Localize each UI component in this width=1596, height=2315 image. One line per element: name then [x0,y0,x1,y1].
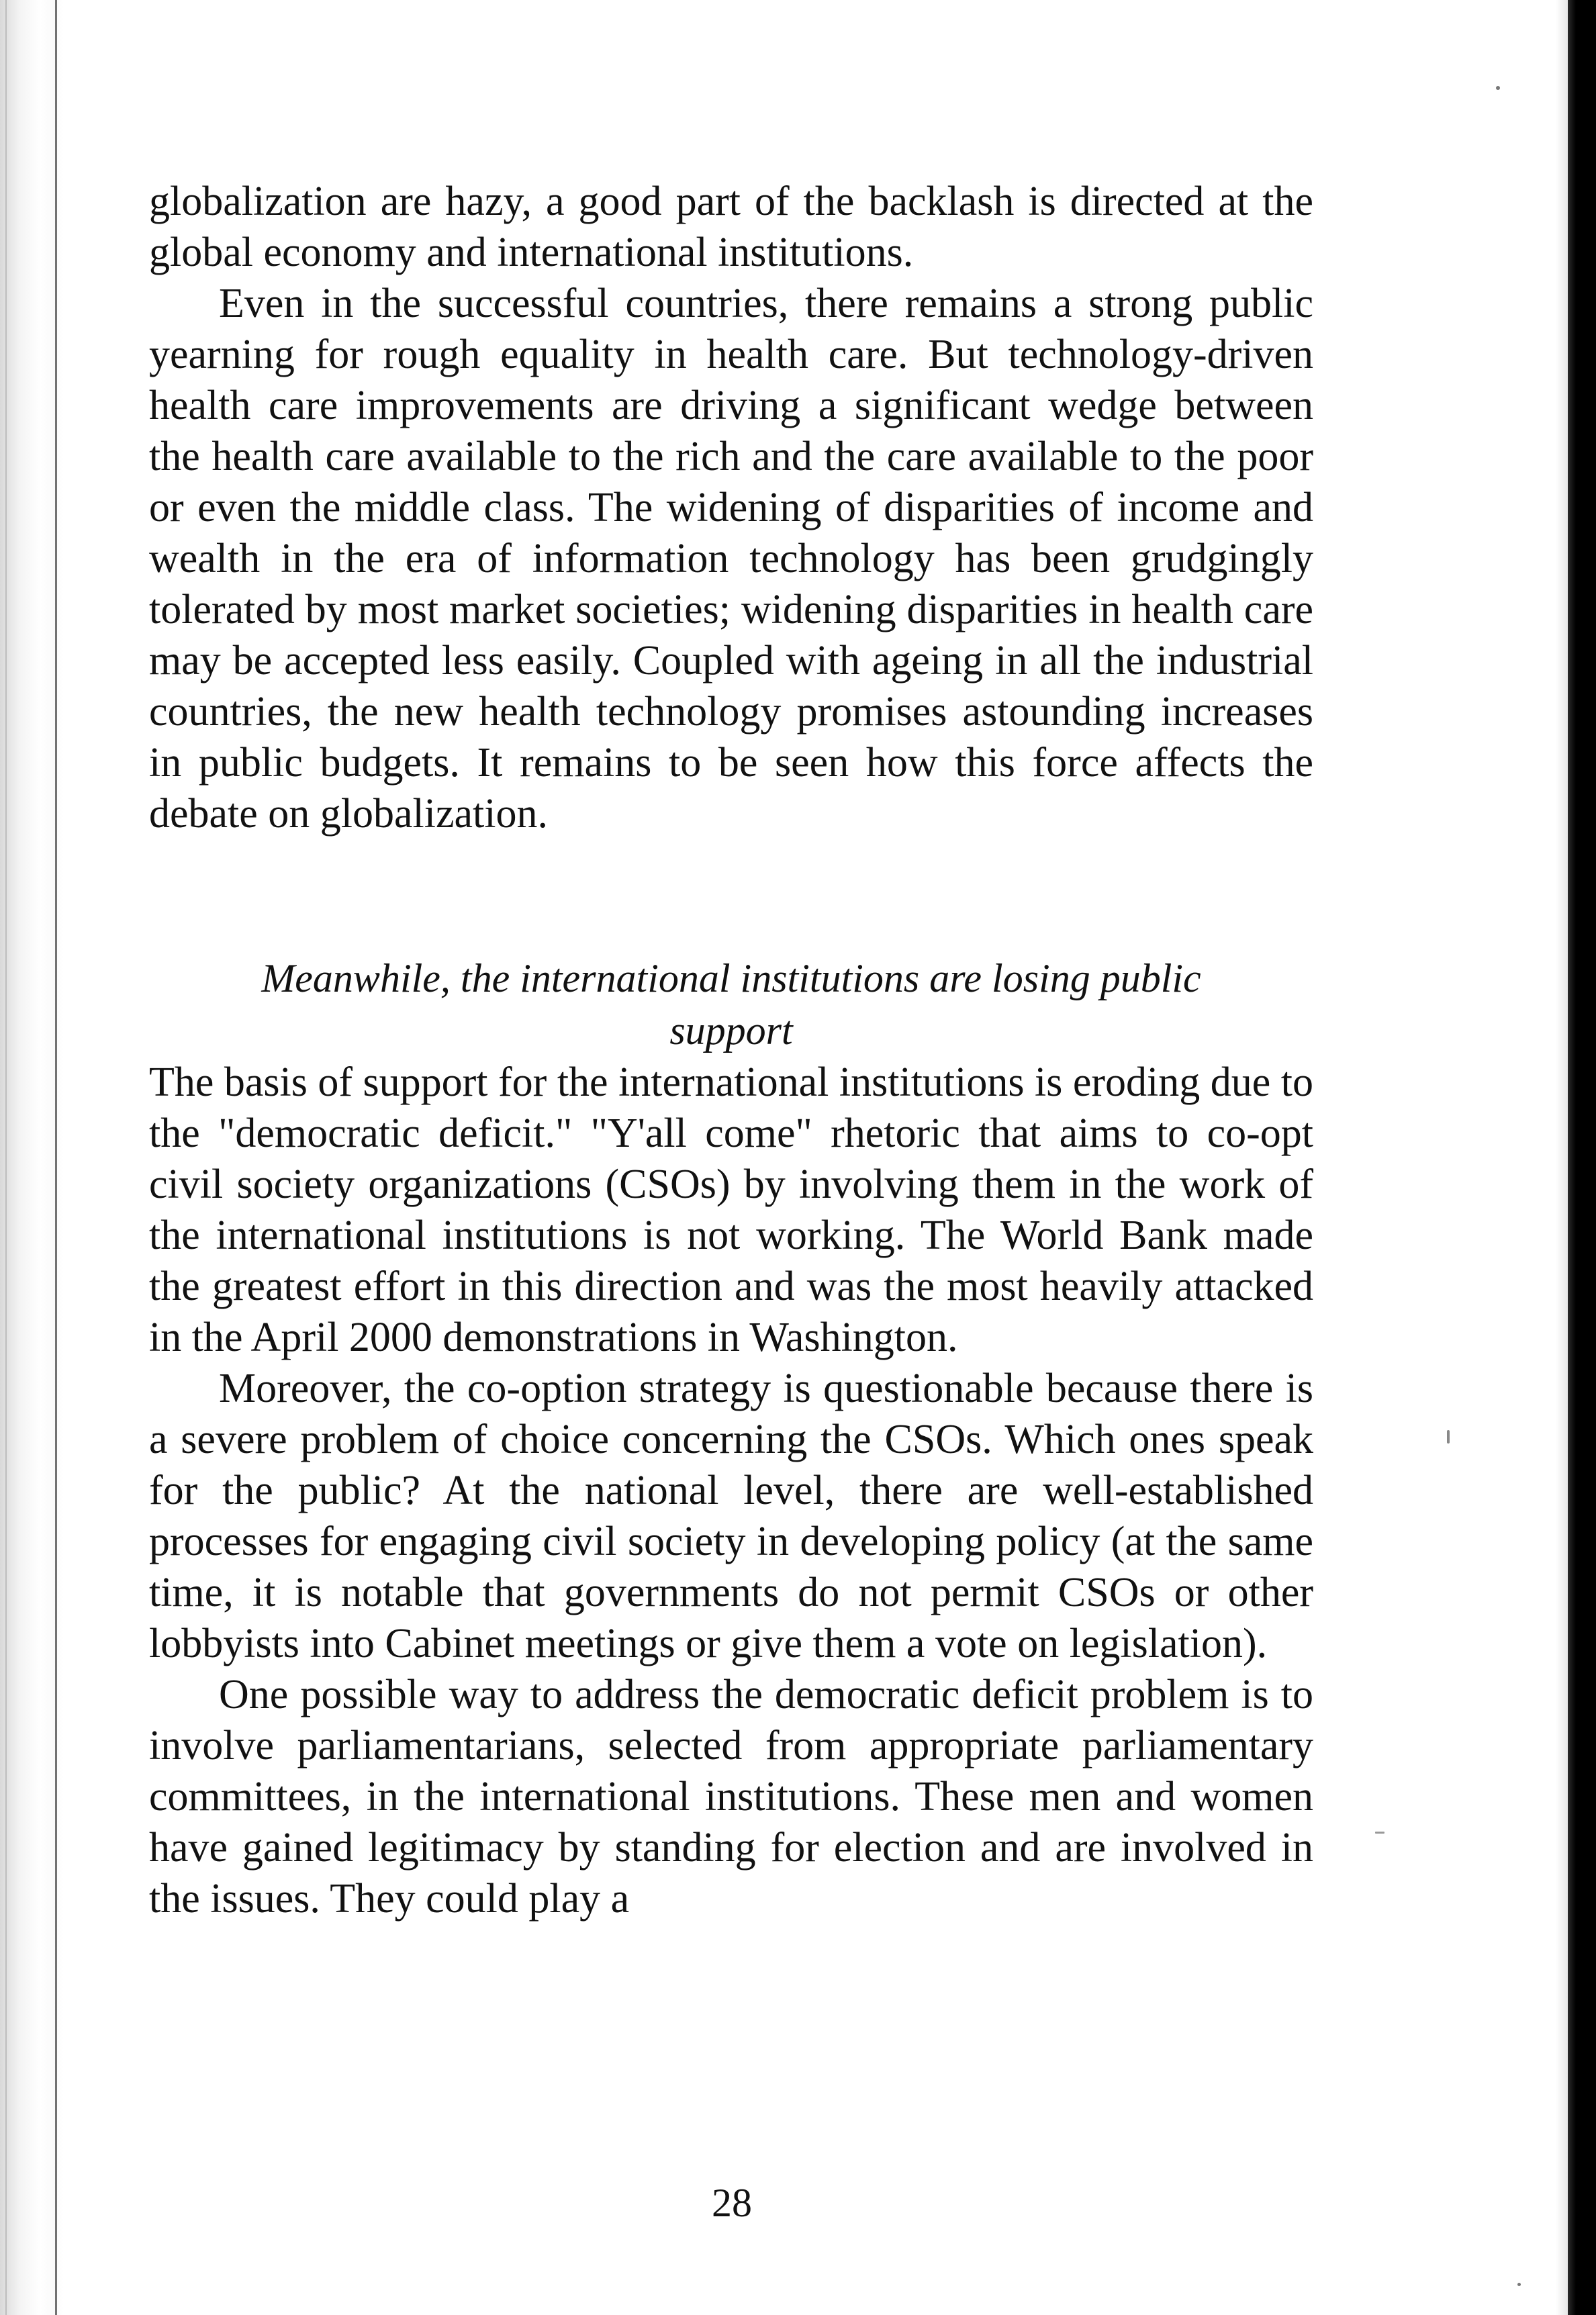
scan-speck [1517,2283,1521,2286]
binding-line-outer [5,0,7,2315]
page-right-edge [1568,0,1596,2315]
paragraph-parliamentarians: One possible way to address the democratic deficit problem is to involve parliamentarians, selected from appropriate parliamentary committees, in the international institutions. These men and women have gained legitimacy by standing for election and are involved in the issues. They could play a [149,1672,1313,1922]
page-binding-edge [0,0,64,2315]
binding-line [55,0,57,2315]
scan-speck [1447,1430,1450,1444]
paragraph-health-care-disparities: Even in the successful countries, there remains a strong public yearning for rough equality in health care. But technology-driven health care improvements are driving a significant wedge between the health care available to the rich and the care available to the poor or even the middle class. The widening of disparities of income and wealth in the era of information technology has been grudgingly tolerated by most market societies; widening disparities in health care may be accepted less easily. Coupled with ageing in all the industrial countries, the new health technology promises astounding increases in public budgets. It remains to be seen how this force affects the debate on globalization. [149,281,1313,837]
section-heading: Meanwhile, the international institutions are losing public support [261,956,1201,1053]
page-right-shadow [1556,0,1568,2315]
page-body [149,176,1313,1924]
paragraph-globalization-backlash: globalization are hazy, a good part of the backlash is directed at the global economy and international institutions. [149,179,1313,275]
page-number: 28 [712,2181,752,2225]
scan-speck [1496,86,1500,90]
paragraph-co-option-strategy: Moreover, the co-option strategy is questionable because there is a severe problem of choice concerning the CSOs. Which ones speak for the public? At the national level, there are well-established processes for engaging civil society in developing policy (at the same time, it is notable that governments do not permit CSOs or other lobbyists into Cabinet meetings or give them a vote on legislation). [149,1366,1313,1666]
paragraph-democratic-deficit: The basis of support for the international institutions is eroding due to the "democratic deficit." "Y'all come" rhetoric that aims to co-opt civil society organizations (CSOs) by involving them in the work of the international institutions is not working. The World Bank made the greatest effort in this direction and was the most heavily attacked in the April 2000 demonstrations in Washington. [149,1059,1314,1360]
scan-speck [1375,1832,1384,1834]
